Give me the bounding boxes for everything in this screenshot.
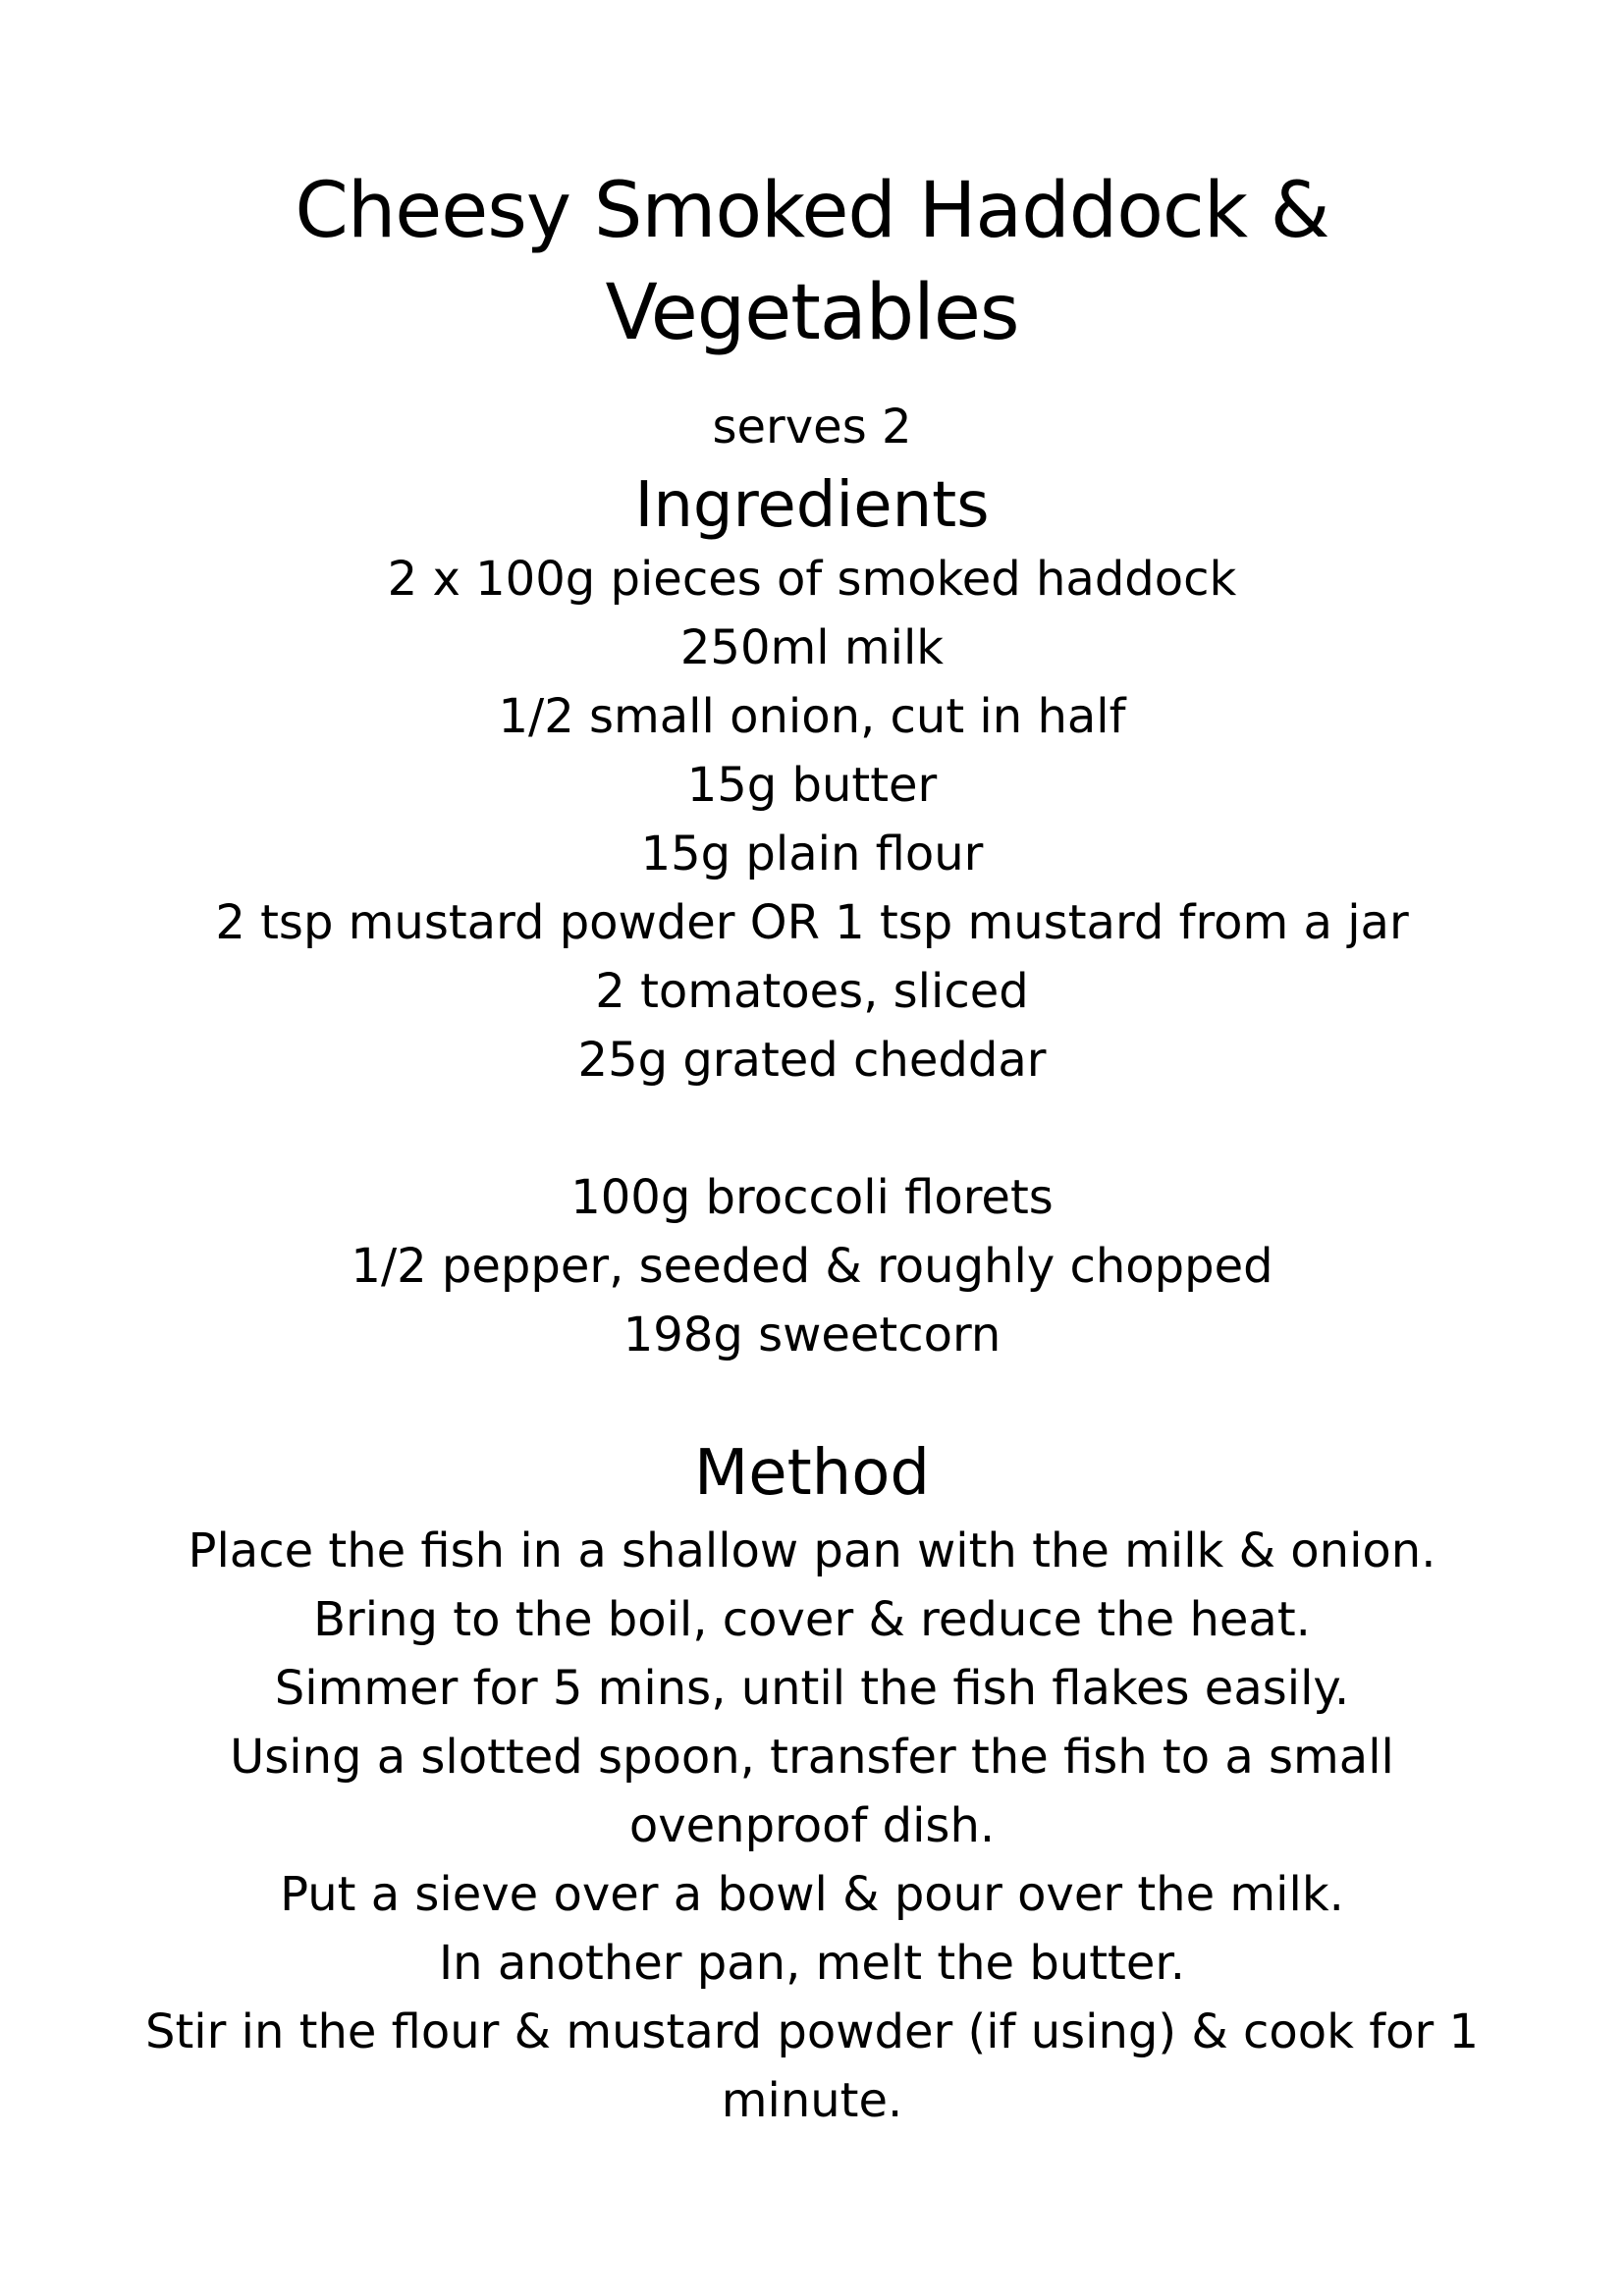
ingredient-item: 100g broccoli florets xyxy=(570,1170,1054,1225)
ingredients-list xyxy=(0,545,1624,1369)
ingredient-item: 2 tsp mustard powder OR 1 tsp mustard from a jar xyxy=(215,895,1409,950)
servings-text: serves 2 xyxy=(712,400,912,454)
ingredient-item: 1/2 small onion, cut in half xyxy=(498,689,1126,744)
ingredient-item: 15g plain flour xyxy=(640,827,984,881)
method-step: Put a sieve over a bowl & pour over the milk. xyxy=(280,1867,1344,1922)
method-step: Simmer for 5 mins, until the fish flakes easily. xyxy=(274,1661,1350,1716)
ingredients-heading: Ingredients xyxy=(634,469,990,542)
method-step: Bring to the boil, cover & reduce the heat. xyxy=(313,1592,1311,1647)
ingredient-item: 15g butter xyxy=(686,758,938,813)
method-step: Stir in the flour & mustard powder (if using) & cook for 1 minute. xyxy=(144,2004,1479,2128)
method-step: Place the fish in a shallow pan with the milk & onion. xyxy=(188,1523,1436,1578)
method-heading: Method xyxy=(693,1437,931,1510)
method-step: Using a slotted spoon, transfer the fish to a small ovenproof dish. xyxy=(230,1730,1394,1853)
method-step: In another pan, melt the butter. xyxy=(438,1936,1185,1991)
method-steps xyxy=(144,1517,1480,2135)
ingredient-item: 250ml milk xyxy=(679,620,945,675)
ingredient-item: 2 tomatoes, sliced xyxy=(595,964,1029,1019)
ingredient-spacer xyxy=(0,1095,1624,1163)
recipe-title: Cheesy Smoked Haddock & Vegetables xyxy=(295,167,1329,357)
ingredient-item: 2 x 100g pieces of smoked haddock xyxy=(387,552,1237,607)
ingredient-item: 1/2 pepper, seeded & roughly chopped xyxy=(351,1239,1273,1294)
ingredient-item: 25g grated cheddar xyxy=(577,1033,1047,1088)
ingredient-item: 198g sweetcorn xyxy=(623,1308,1001,1362)
